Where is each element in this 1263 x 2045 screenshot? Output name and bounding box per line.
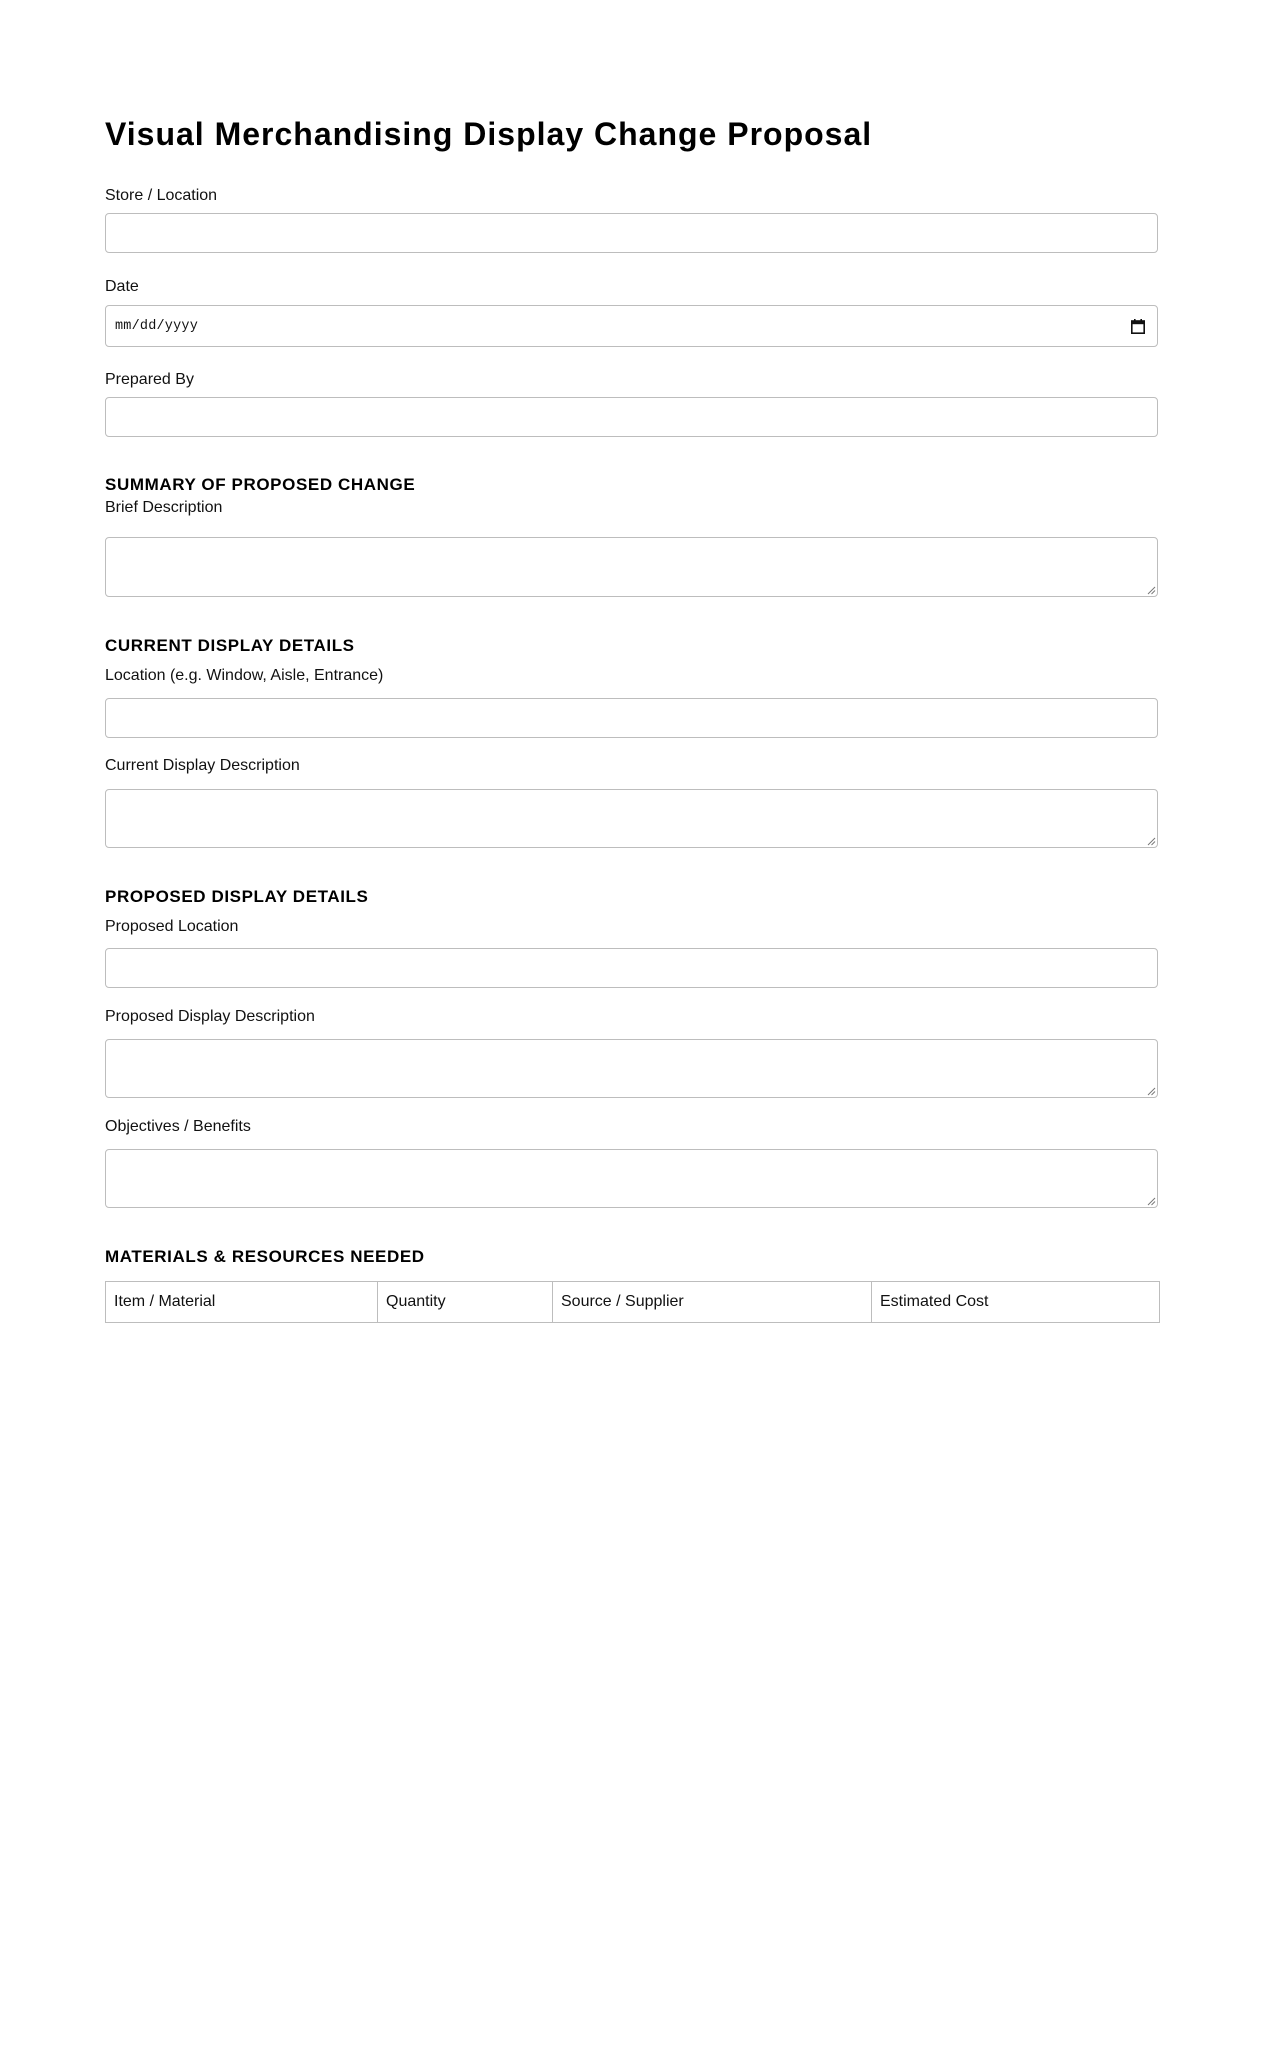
proposed-location-input[interactable] <box>105 948 1158 988</box>
date-label: Date <box>105 278 139 295</box>
current-location-label: Location (e.g. Window, Aisle, Entrance) <box>105 667 384 684</box>
section-summary-heading: SUMMARY OF PROPOSED CHANGE <box>105 475 416 494</box>
section-materials-heading: MATERIALS & RESOURCES NEEDED <box>105 1247 425 1266</box>
prepared-by-input[interactable] <box>105 397 1158 437</box>
date-placeholder: mm/dd/yyyy <box>115 318 199 334</box>
objectives-label: Objectives / Benefits <box>105 1118 251 1135</box>
materials-table <box>105 1281 1160 1323</box>
prepared-by-label: Prepared By <box>105 371 194 388</box>
resize-handle-icon[interactable] <box>1147 1087 1155 1095</box>
page-title: Visual Merchandising Display Change Proposal <box>105 116 873 152</box>
table-header-row <box>106 1282 1160 1323</box>
section-proposed-heading: PROPOSED DISPLAY DETAILS <box>105 887 369 906</box>
proposed-location-label: Proposed Location <box>105 918 239 935</box>
objectives-textarea[interactable] <box>105 1149 1158 1208</box>
column-header-source: Source / Supplier <box>553 1282 872 1323</box>
store-location-input[interactable] <box>105 213 1158 253</box>
current-description-textarea[interactable] <box>105 789 1158 848</box>
current-location-input[interactable] <box>105 698 1158 738</box>
calendar-icon[interactable] <box>1131 319 1145 334</box>
store-location-label: Store / Location <box>105 187 218 204</box>
resize-handle-icon[interactable] <box>1147 586 1155 594</box>
resize-handle-icon[interactable] <box>1147 1197 1155 1205</box>
section-current-heading: CURRENT DISPLAY DETAILS <box>105 636 355 655</box>
proposed-description-textarea[interactable] <box>105 1039 1158 1098</box>
date-input[interactable] <box>105 305 1158 347</box>
current-description-label: Current Display Description <box>105 757 300 774</box>
column-header-quantity: Quantity <box>378 1282 553 1323</box>
column-header-cost: Estimated Cost <box>872 1282 1160 1323</box>
proposed-description-label: Proposed Display Description <box>105 1008 315 1025</box>
resize-handle-icon[interactable] <box>1147 837 1155 845</box>
column-header-item: Item / Material <box>106 1282 378 1323</box>
brief-description-label: Brief Description <box>105 499 223 516</box>
brief-description-textarea[interactable] <box>105 537 1158 597</box>
materials-table-container <box>105 1281 1159 1310</box>
